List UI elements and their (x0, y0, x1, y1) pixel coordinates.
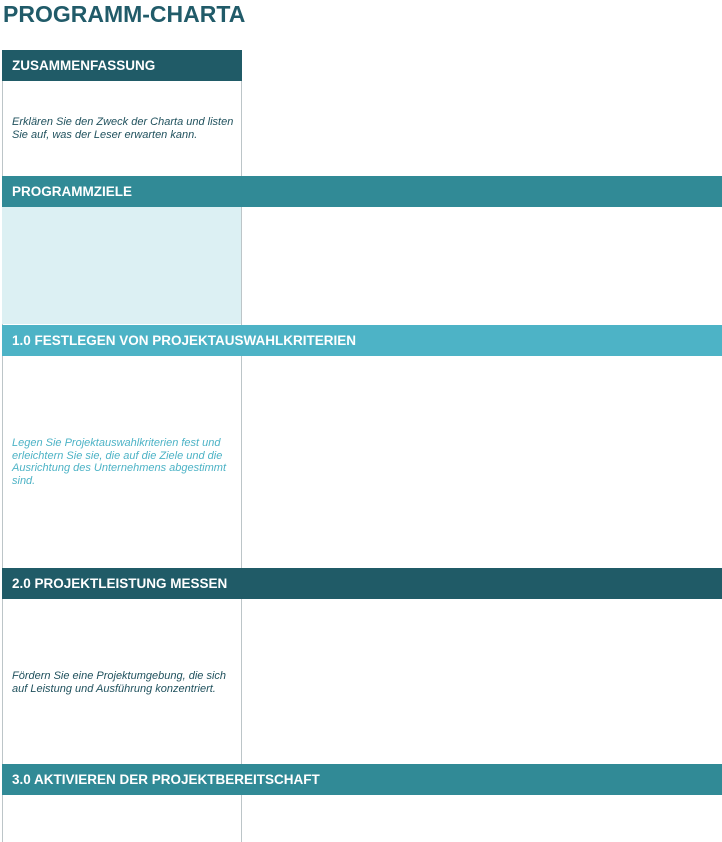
objectives-heading-band (2, 176, 722, 207)
selection-heading-band (2, 325, 722, 356)
column-divider (241, 50, 242, 842)
page-title: PROGRAMM-CHARTA (3, 1, 246, 27)
selection-text: Legen Sie Projektauswahlkriterien fest und erleichtern Sie sie, die auf die Ziele und die Ausrichtung des Unternehmens abgestimmt sind. (12, 437, 226, 487)
readiness-heading-band (2, 764, 722, 795)
summary-heading-band (2, 50, 242, 81)
readiness-heading: 3.0 AKTIVIEREN DER PROJEKTBEREITSCHAFT (12, 772, 320, 787)
performance-text: Fördern Sie eine Projektumgebung, die sich auf Leistung und Ausführung konzentriert. (12, 670, 227, 695)
performance-heading: 2.0 PROJEKTLEISTUNG MESSEN (12, 576, 228, 591)
performance-heading-band (2, 568, 722, 599)
objectives-cell (2, 207, 241, 324)
selection-heading: 1.0 FESTLEGEN VON PROJEKTAUSWAHLKRITERIEN (12, 333, 357, 348)
objectives-heading: PROGRAMMZIELE (12, 184, 132, 199)
summary-text: Erklären Sie den Zweck der Charta und listen Sie auf, was der Leser erwarten kann. (12, 116, 234, 141)
summary-heading: ZUSAMMENFASSUNG (12, 58, 156, 73)
